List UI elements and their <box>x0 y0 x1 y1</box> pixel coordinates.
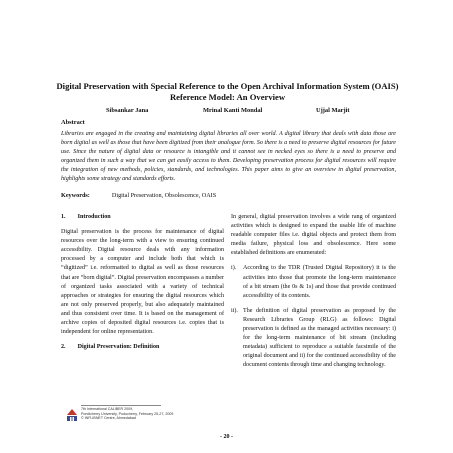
list-item-text: According to the TDR (Trusted Digital Repository) it is the activities into those that promote the long-term maintenance of a bit stream (the 0s & 1s) and those that provide continued accessibility of its contents. <box>243 265 396 299</box>
author-name: Mrinal Kanti Mondal <box>203 107 263 114</box>
keywords-line <box>61 192 216 199</box>
right-column <box>231 213 396 377</box>
keywords-label: Keywords: <box>61 192 90 199</box>
conference-logo-icon <box>66 408 78 422</box>
keywords-text: Digital Preservation, Obsolescence, OAIS <box>111 192 217 199</box>
section-title: Introduction <box>77 214 111 220</box>
author-name: Ujjal Marjit <box>316 107 350 114</box>
abstract-text: Libraries are engaged in the creating and maintaining digital libraries all over world. A digital library that deals with data those are born digital as well as those that have been digitized from their analogue form. So there is a need to preserve digital resources for future use. Since the nature of digital data or resource is intangible and it cannot see in necked eyes so there is a need to preserve and organized them in such a way that we can get easily access to them. Developing preservation process for digital resources will require the integration of new methods, policies, standards, and technologies. This paper aims to give an overview in digital preservation, highlights some strategy and standards efforts. <box>61 131 396 183</box>
list-item <box>231 264 396 300</box>
definition-list <box>231 264 396 370</box>
footer-credits <box>81 407 173 421</box>
list-item-text: The definition of digital preservation as proposed by the Research Libraries Group (RLG) as follows: Digital preservation is defined as the managed activities necessary: i) for the long-term maintenance of bit stream (including metadata) sufficient to reproduce a suitable facsimile of the original document and ii) for the continued accessibility of the document contents through time and changing technology. <box>243 307 396 369</box>
section-title: Digital Preservation: Definition <box>77 344 160 351</box>
footer-divider <box>81 405 161 406</box>
section-heading-definition <box>61 343 224 352</box>
definition-intro-paragraph: In general, digital preservation involves a wide rang of organized activities which is designed to expand the usable life of machine readable computer files i.e. digital objects and protect them from media failure, physical loss and obsolescence. Here some established definitions are enumerated: <box>231 214 396 257</box>
section-heading-introduction <box>61 213 224 222</box>
footer-line: © INFLIBNET Centre, Ahmedabad <box>81 416 136 421</box>
footer-line: 7th International CALIBER 2009, <box>81 407 134 411</box>
paper-title: Digital Preservation with Special Reference to the Open Archival Information System (OAIS) Reference Model: An Overview <box>56 81 399 102</box>
footer-line: Pondicherry University, Puducherry, February 25-27, 2009 <box>81 411 174 416</box>
list-item <box>231 307 396 371</box>
abstract-heading: Abstract <box>61 119 85 126</box>
intro-paragraph: Digital preservation is the process for maintenance of digital resources over the long-term with a view to ensuring continued accessibility. Digital resource deals with any information processed by a computer and include both that which is “digitized” i.e. reformatted to digital as well as those resources that are “born digital”. Digital preservation encompasses a number of organized tasks associated with a variety of technical approaches or strategies for ensuring the digital resources which are not only preserved properly, but also adequately maintained and thus consistent over time. It is based on the management of archive copies of deposited digital resources i.e. copies that is independent for online representation. <box>61 229 224 336</box>
section-number: 2. <box>61 344 66 351</box>
list-marker: i). <box>231 265 237 272</box>
list-marker: ii). <box>231 307 238 314</box>
left-column <box>61 213 224 358</box>
section-number: 1. <box>61 214 66 220</box>
page-number: - 20 - <box>220 434 233 440</box>
author-name: Sibsankar Jana <box>106 107 149 114</box>
